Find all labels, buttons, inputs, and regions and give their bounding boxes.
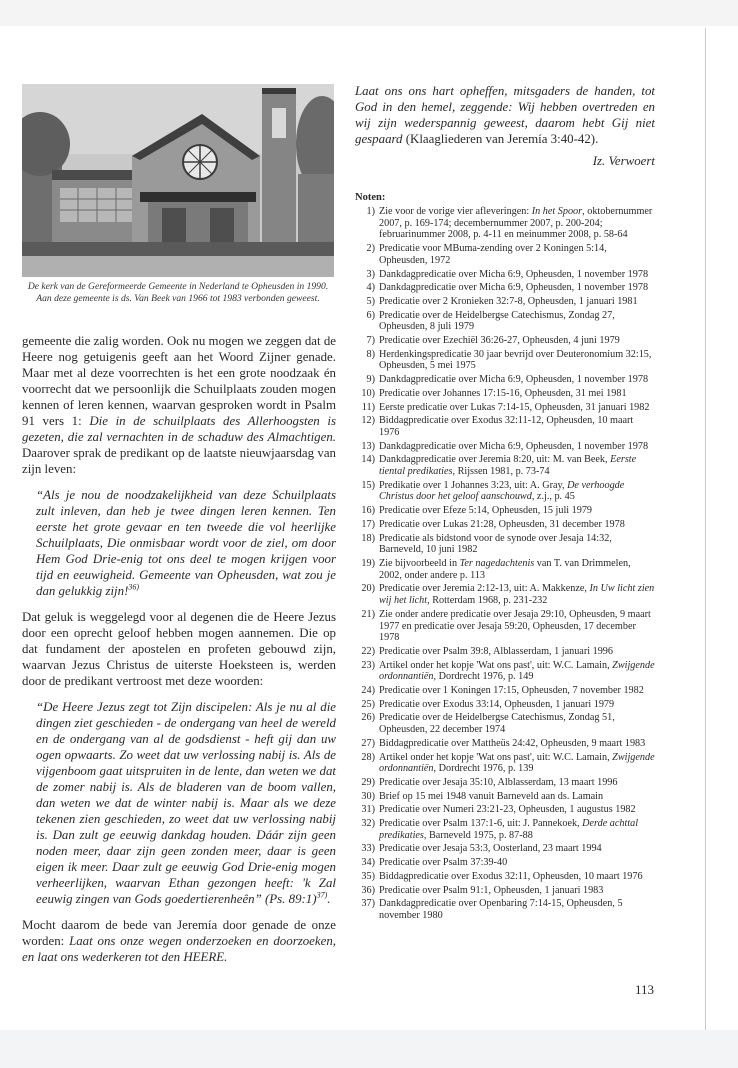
- note-text-rest: , Dordrecht 1976, p. 149: [433, 671, 534, 683]
- note-item: [355, 857, 655, 869]
- note-text-main: Dankdagpredicatie over Micha 6:9, Opheusden, 1 november 1978: [379, 440, 649, 452]
- note-text-main: Eerste predicatie over Lukas 7:14-15, Opheusden, 31 januari 1982: [379, 401, 650, 413]
- page-number: 113: [634, 982, 654, 997]
- note-text-main: Dankdagpredicatie over Micha 6:9, Opheusden, 1 november 1978: [379, 282, 649, 294]
- note-item: [355, 533, 655, 556]
- note-text-main: Herdenkingspredicatie 30 jaar bevrijd over Deuteronomium 32:15, Opheusden, 5 mei 1975: [379, 348, 652, 372]
- note-text: [379, 402, 655, 414]
- note-text-main: Predicatie over Exodus 33:14, Opheusden, 1 januari 1979: [379, 698, 615, 710]
- note-text-main: Predicatie over Psalm 39:8, Alblasserdam, 1 januari 1996: [379, 645, 613, 657]
- page-edge-rule: [705, 28, 706, 1038]
- note-text-main: Predicatie over de Heidelbergse Catechismus, Zondag 27, Opheusden, 8 juli 1979: [379, 309, 615, 333]
- note-text: [379, 519, 655, 531]
- note-number: 27): [361, 737, 375, 749]
- note-text-main: Predicatie over Psalm 137:1-6, uit: J. Pannekoek,: [379, 818, 583, 830]
- psalm-quote: Die in de schuilplaats des Allerhoogsten is gezeten, die zal vernachten in de schaduw des Almachtigen.: [22, 414, 336, 444]
- note-text: [379, 441, 655, 453]
- note-text: [379, 388, 655, 400]
- note-number: 10): [361, 387, 375, 399]
- note-text: [379, 791, 655, 803]
- top-margin-band: [0, 0, 738, 26]
- note-text: [379, 898, 655, 921]
- note-item: [355, 243, 655, 266]
- note-item: [355, 699, 655, 711]
- note-number: 5): [366, 295, 375, 307]
- note-text: [379, 660, 655, 683]
- note-text-main: Predicatie over 1 Koningen 17:15, Opheusden, 7 november 1982: [379, 685, 644, 697]
- note-item: [355, 206, 655, 241]
- left-column: [22, 333, 336, 975]
- note-item: [355, 519, 655, 531]
- paragraph-3-text: Mocht daarom de bede van Jeremía door genade de onze worden:: [22, 918, 336, 948]
- note-item: [355, 885, 655, 897]
- note-number: 21): [361, 608, 375, 620]
- note-number: 26): [361, 712, 375, 724]
- note-text: [379, 415, 655, 438]
- note-number: 32): [361, 818, 375, 830]
- block-quote-1-text: “Als je nou de noodzakelijkheid van deze Schuilplaats zult inleven, dan heb je twee dingen leren kennen. Ten eerste het grote gevaar en ten tweede die vol heerlijke Schuilplaats, Die onmisbaar wordt voor de ziel, om door Hem God Drie-enig tot ons deel te mogen krijgen voor tijd en eeuwigheid. Gemeente van Opheusden, wat zou je dan gelukkig zijn!: [36, 488, 336, 598]
- note-text: [379, 269, 655, 281]
- note-number: 31): [361, 804, 375, 816]
- note-text-main: Predicatie over Numeri 23:21-23, Opheusden, 1 augustus 1982: [379, 804, 636, 816]
- note-text-rest: , Barneveld 1975, p. 87-88: [423, 829, 533, 841]
- note-item: [355, 738, 655, 750]
- note-text-main: Biddagpredicatie over Exodus 32:11, Opheusden, 10 maart 1976: [379, 870, 643, 882]
- jeremia-quote: Laat ons onze wegen onderzoeken en doorzoeken, en laat ons wederkeren tot den HEERE.: [22, 934, 337, 964]
- note-number: 19): [361, 557, 375, 569]
- note-text: [379, 857, 655, 869]
- note-item: [355, 296, 655, 308]
- note-number: 22): [361, 645, 375, 657]
- paragraph-1-text: gemeente die zalig worden. Ook nu mogen we zeggen dat de Heere nog getuigenis geeft aan het Woord Zijner genade. Maar met al deze voorrechten is het een grote noodzaak én voorrecht dat we persoonlijk die Schuilplaats zouden mogen kennen of leren kennen, waarvan gesproken wordt in Psalm 91 vers 1:: [22, 334, 336, 428]
- note-text: [379, 206, 655, 241]
- note-text: [379, 374, 655, 386]
- note-item: [355, 402, 655, 414]
- note-text-main: Dankdagpredicatie over Jeremia 8:20, uit: M. van Beek,: [379, 454, 611, 466]
- block-quote-2-end: .: [327, 892, 331, 906]
- note-text: [379, 738, 655, 750]
- note-text: [379, 804, 655, 816]
- note-text-main: Predicatie over Psalm 37:39-40: [379, 857, 508, 869]
- note-item: [355, 480, 655, 503]
- note-text-title: De verhoogde Christus door het geloof aanschouwd: [379, 479, 625, 503]
- note-text-main: Predicatie over Johannes 17:15-16, Opheusden, 31 mei 1981: [379, 387, 627, 399]
- note-item: [355, 558, 655, 581]
- note-text-main: Predicatie als bidstond voor de synode over Jesaja 14:32, Barneveld, 10 juni 1982: [379, 532, 612, 556]
- footnote-ref-36: 36): [128, 582, 140, 592]
- note-text: [379, 752, 655, 775]
- note-text: [379, 871, 655, 883]
- note-text-main: Predikatie over 1 Johannes 3:23, uit: A. Gray,: [379, 479, 568, 491]
- note-text-title: Zwijgende ordonnantiën: [379, 659, 655, 683]
- note-text: [379, 885, 655, 897]
- note-text: [379, 685, 655, 697]
- note-number: 28): [361, 751, 375, 763]
- note-item: [355, 752, 655, 775]
- note-text: [379, 583, 655, 606]
- paragraph-1-tail: Daarover sprak de predikant op de laatste nieuwjaarsdag van zijn leven:: [22, 446, 336, 476]
- photo-caption: De kerk van de Gereformeerde Gemeente in Nederland te Opheusden in 1990. Aan deze gemeente is ds. Van Beek van 1966 tot 1983 verbonden geweest.: [27, 281, 329, 304]
- note-item: [355, 415, 655, 438]
- note-item: [355, 583, 655, 606]
- note-item: [355, 505, 655, 517]
- note-text-main: Zie bijvoorbeeld in: [379, 557, 460, 569]
- note-number: 20): [361, 583, 375, 595]
- church-photo: [22, 84, 334, 277]
- note-number: 36): [361, 884, 375, 896]
- note-item: [355, 374, 655, 386]
- church-photo-graphic: [22, 84, 334, 277]
- note-text-main: Predicatie over Ezechiël 36:26-27, Opheusden, 4 juni 1979: [379, 335, 620, 347]
- note-text-main: Predicatie over de Heidelbergse Catechismus, Zondag 51, Opheusden, 22 december 1974: [379, 712, 615, 736]
- note-text-main: Predicatie over Efeze 5:14, Opheusden, 15 juli 1979: [379, 505, 593, 517]
- note-text-rest: , oktobernummer 2007, p. 169-174; decembernummer 2007, p. 200-204; februarinummer 2008, p. 4-11 en meinummer 2008, p. 58-64: [379, 206, 653, 241]
- note-text: [379, 712, 655, 735]
- note-text: [379, 480, 655, 503]
- note-number: 4): [366, 282, 375, 294]
- footnote-ref-37: 37): [316, 890, 328, 900]
- note-text: [379, 505, 655, 517]
- note-text-rest: , z.j., p. 45: [531, 491, 575, 503]
- note-text-title: Derde achttal predikaties: [379, 818, 639, 841]
- note-text: [379, 349, 655, 372]
- note-number: 1): [366, 206, 375, 217]
- note-number: 12): [361, 415, 375, 427]
- note-text-rest: , Dordrecht 1976, p. 139: [433, 763, 534, 775]
- note-number: 33): [361, 843, 375, 855]
- note-number: 13): [361, 440, 375, 452]
- note-text-title: Zwijgende ordonnantiën: [379, 751, 655, 775]
- closing-quote-text: Laat ons ons hart opheffen, mitsgaders de handen, tot God in den hemel, zeggende: Wij hebben overtreden en wij zijn wederspannig geweest, daarom hebt Gij niet gespaard: [355, 84, 655, 146]
- note-text-main: Artikel onder het kopje 'Wat ons past', uit: W.C. Lamain,: [379, 659, 613, 671]
- block-quote-1: [22, 487, 336, 599]
- note-text-main: Artikel onder het kopje 'Wat ons past', uit: W.C. Lamain,: [379, 751, 613, 763]
- closing-quote-ref: (Klaagliederen van Jeremía 3:40-42).: [402, 132, 599, 146]
- note-number: 37): [361, 898, 375, 910]
- note-text-main: Dankdagpredicatie over Micha 6:9, Opheusden, 1 november 1978: [379, 268, 649, 280]
- right-column: [355, 83, 655, 922]
- note-text-main: Predicatie voor MBuma-zending over 2 Koningen 5:14, Opheusden, 1972: [379, 243, 607, 266]
- author-signature: Iz. Verwoert: [592, 154, 655, 168]
- note-text-main: Predicatie over Jesaja 35:10, Alblasserdam, 13 maart 1996: [379, 776, 618, 788]
- note-number: 11): [361, 401, 375, 413]
- note-text-main: Zie voor de vorige vier afleveringen:: [379, 206, 532, 217]
- note-item: [355, 282, 655, 294]
- note-text: [379, 558, 655, 581]
- note-text-main: Predicatie over Jeremia 2:12-13, uit: A. Makkenze,: [379, 583, 590, 595]
- note-item: [355, 871, 655, 883]
- note-text-title: Ter nagedachtenis: [459, 557, 535, 569]
- note-item: [355, 777, 655, 789]
- paragraph-2: Dat geluk is weggelegd voor al degenen die de Heere Jezus door een oprecht geloof hebben mogen aannemen. Die op dat fundament der apostelen en profeten gebouwd zijn, waarvan Jezus Christus de uiterste Hoeksteen is, werden door de predikant vertroost met deze woorden:: [22, 610, 336, 688]
- note-text-main: Predicatie over 2 Kronieken 32:7-8, Opheusden, 1 januari 1981: [379, 295, 638, 307]
- note-text: [379, 843, 655, 855]
- note-number: 25): [361, 698, 375, 710]
- note-text-rest: van T. van Drimmelen, 2002, onder andere p. 113: [379, 557, 631, 581]
- note-number: 6): [366, 309, 375, 321]
- note-number: 14): [361, 454, 375, 466]
- note-number: 23): [361, 659, 375, 671]
- note-text: [379, 335, 655, 347]
- note-text: [379, 818, 655, 841]
- note-item: [355, 685, 655, 697]
- note-item: [355, 804, 655, 816]
- bottom-margin-band: [0, 1030, 738, 1068]
- note-item: [355, 660, 655, 683]
- note-number: 17): [361, 518, 375, 530]
- note-number: 16): [361, 505, 375, 517]
- note-text-main: Predicatie over Psalm 91:1, Opheusden, 1 januari 1983: [379, 884, 604, 896]
- block-quote-2-text: “De Heere Jezus zegt tot Zijn discipelen: Als je nu al die dingen ziet geschieden - de ondergang van heel de wereld en de ondergang van al de godsdienst - heft gij dan uw ogen opwaarts. Zo weet dat uw verlossing nabij is. Als de vijgenboom gaat uitspruiten in de lente, dan weten we dat de zomer nabij is. Als de bladeren van de boom vallen, dan weten we dat de winter nabij is. Maar als we deze tekenen zien geschieden, zo weet dat uw verlossing nabij is. Dan zult ge eeuwig dankdag houden. Dáár zijn geen noden meer, daar zijn geen zonden meer, daar is geen eigen ik meer. Daar zult ge eeuwig God Drie-enig mogen verheerlijken, waarvan Ethan gezongen heeft: 'k Zal eeuwig zingen van Gods goedertierenheên” (Ps. 89:1): [36, 700, 336, 906]
- note-text: [379, 296, 655, 308]
- note-text-main: Predicatie over Jesaja 53:3, Oosterland, 23 maart 1994: [379, 843, 602, 855]
- note-item: [355, 441, 655, 453]
- note-item: [355, 609, 655, 644]
- note-text: [379, 243, 655, 266]
- note-number: 35): [361, 870, 375, 882]
- note-item: [355, 712, 655, 735]
- note-text-main: Zie onder andere predicatie over Jesaja 29:10, Opheusden, 9 maart 1977 en predicatie over Jesaja 59:20, Opheusden, 17 december 1978: [379, 608, 651, 644]
- note-number: 8): [366, 348, 375, 360]
- note-text-main: Brief op 15 mei 1948 vanuit Barneveld aan ds. Lamain: [379, 790, 604, 802]
- note-text-title: In het Spoor: [531, 206, 583, 217]
- paragraph-1: [22, 333, 336, 477]
- note-item: [355, 269, 655, 281]
- note-item: [355, 310, 655, 333]
- note-text: [379, 282, 655, 294]
- note-text-main: Biddagpredicatie over Exodus 32:11-12, Opheusden, 10 maart 1976: [379, 415, 634, 438]
- notes-list: [355, 206, 655, 922]
- note-item: [355, 454, 655, 477]
- notes-heading: Noten:: [355, 192, 386, 203]
- note-text: [379, 454, 655, 477]
- note-text-title: In Uw licht zien wij het licht: [379, 583, 655, 607]
- note-text-title: Eerste tiental predikaties: [379, 454, 637, 478]
- note-text: [379, 646, 655, 658]
- closing-quote: [355, 83, 655, 147]
- note-item: [355, 646, 655, 658]
- note-number: 7): [366, 335, 375, 347]
- note-text-main: Predicatie over Lukas 21:28, Opheusden, 31 december 1978: [379, 518, 625, 530]
- note-text: [379, 533, 655, 556]
- note-text-main: Dankdagpredicatie over Micha 6:9, Opheusden, 1 november 1978: [379, 374, 649, 386]
- note-item: [355, 335, 655, 347]
- note-number: 29): [361, 776, 375, 788]
- note-number: 15): [361, 479, 375, 491]
- note-text-main: Biddagpredicatie over Mattheüs 24:42, Opheusden, 9 maart 1983: [379, 737, 646, 749]
- note-number: 30): [361, 790, 375, 802]
- paragraph-3: [22, 917, 336, 965]
- note-item: [355, 349, 655, 372]
- note-item: [355, 843, 655, 855]
- note-item: [355, 818, 655, 841]
- note-number: 24): [361, 685, 375, 697]
- note-text-rest: , Rotterdam 1968, p. 231-232: [427, 595, 548, 607]
- note-item: [355, 791, 655, 803]
- note-number: 9): [366, 374, 375, 386]
- note-item: [355, 388, 655, 400]
- note-text: [379, 777, 655, 789]
- note-text-main: Dankdagpredicatie over Openbaring 7:14-15, Opheusden, 5 november 1980: [379, 898, 623, 921]
- note-item: [355, 898, 655, 921]
- note-text-rest: , Rijssen 1981, p. 73-74: [452, 466, 550, 478]
- block-quote-2: [22, 699, 336, 907]
- note-text: [379, 609, 655, 644]
- note-number: 18): [361, 532, 375, 544]
- note-number: 3): [366, 268, 375, 280]
- note-number: 34): [361, 857, 375, 869]
- note-text: [379, 699, 655, 711]
- note-text: [379, 310, 655, 333]
- note-number: 2): [366, 243, 375, 255]
